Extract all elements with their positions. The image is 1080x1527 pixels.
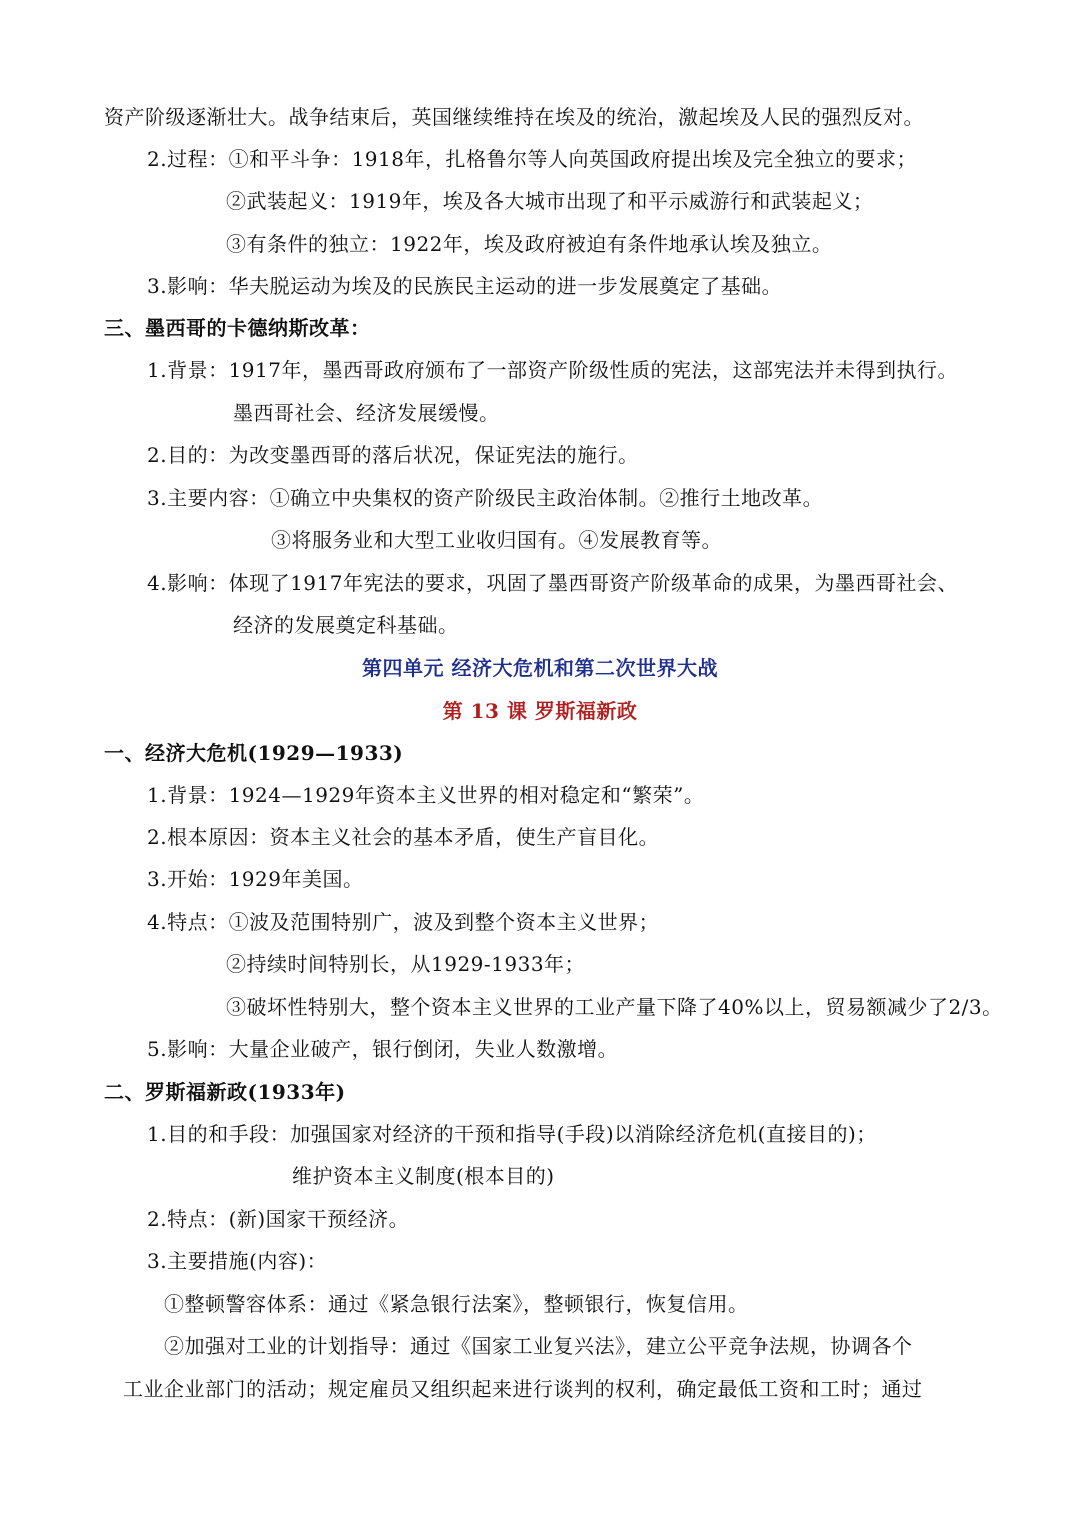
crisis-start: 3.开始：1929年美国。 bbox=[147, 867, 364, 891]
mexico-content-1: 3.主要内容：①确立中央集权的资产阶级民主政治体制。②推行土地改革。 bbox=[147, 486, 824, 510]
new-deal-heading: 二、罗斯福新政(1933年) bbox=[104, 1080, 346, 1104]
unit-title: 第四单元 经济大危机和第二次世界大战 bbox=[362, 656, 718, 680]
new-deal-measure-2a: ②加强对工业的计划指导：通过《国家工业复兴法》，建立公平竞争法规，协调各个 bbox=[164, 1334, 913, 1358]
mexico-purpose: 2.目的：为改变墨西哥的落后状况，保证宪法的施行。 bbox=[147, 443, 639, 467]
mexico-impact-1: 4.影响：体现了1917年宪法的要求，巩固了墨西哥资产阶级革命的成果，为墨西哥社会、 bbox=[147, 571, 958, 595]
egypt-process-3: ③有条件的独立：1922年，埃及政府被迫有条件地承认埃及独立。 bbox=[226, 232, 833, 256]
egypt-process-2: ②武装起义：1919年，埃及各大城市出现了和平示威游行和武装起义； bbox=[226, 189, 874, 213]
crisis-root-cause: 2.根本原因：资本主义社会的基本矛盾，使生产盲目化。 bbox=[147, 825, 660, 849]
mexico-impact-2: 经济的发展奠定科基础。 bbox=[233, 613, 459, 637]
new-deal-measure-1: ①整顿警容体系：通过《紧急银行法案》，整顿银行，恢复信用。 bbox=[164, 1292, 749, 1316]
mexico-background-1: 1.背景：1917年，墨西哥政府颁布了一部资产阶级性质的宪法，这部宪法并未得到执行。 bbox=[147, 358, 958, 382]
crisis-feature-2: ②持续时间特别长，从1929-1933年； bbox=[226, 952, 586, 976]
new-deal-goal-2: 维护资本主义制度(根本目的) bbox=[292, 1164, 555, 1188]
mexico-content-2: ③将服务业和大型工业收归国有。④发展教育等。 bbox=[271, 528, 722, 552]
new-deal-goal-1: 1.目的和手段：加强国家对经济的干预和指导(手段)以消除经济危机(直接目的)； bbox=[147, 1122, 877, 1146]
mexico-heading: 三、墨西哥的卡德纳斯改革： bbox=[104, 316, 371, 340]
new-deal-measures-heading: 3.主要措施(内容)： bbox=[147, 1249, 328, 1273]
egypt-impact: 3.影响：华夫脱运动为埃及的民族民主运动的进一步发展奠定了基础。 bbox=[147, 274, 783, 298]
new-deal-measure-2b: 工业企业部门的活动；规定雇员又组织起来进行谈判的权利，确定最低工资和工时；通过 bbox=[123, 1377, 923, 1401]
crisis-feature-3: ③破坏性特别大，整个资本主义世界的工业产量下降了40%以上，贸易额减少了2/3。 bbox=[226, 995, 1003, 1019]
crisis-impact: 5.影响：大量企业破产，银行倒闭，失业人数激增。 bbox=[147, 1037, 619, 1061]
lesson-title: 第 13 课 罗斯福新政 bbox=[442, 699, 638, 723]
mexico-background-2: 墨西哥社会、经济发展缓慢。 bbox=[233, 401, 500, 425]
egypt-background-tail: 资产阶级逐渐壮大。战争结束后，英国继续维持在埃及的统治，激起埃及人民的强烈反对。 bbox=[104, 105, 924, 129]
new-deal-feature: 2.特点：(新)国家干预经济。 bbox=[147, 1207, 410, 1231]
egypt-process-1: 2.过程：①和平斗争：1918年，扎格鲁尔等人向英国政府提出埃及完全独立的要求； bbox=[147, 147, 917, 171]
crisis-background: 1.背景：1924—1929年资本主义世界的相对稳定和“繁荣”。 bbox=[147, 783, 705, 807]
crisis-feature-1: 4.特点：①波及范围特别广，波及到整个资本主义世界； bbox=[147, 910, 660, 934]
crisis-heading: 一、经济大危机(1929—1933) bbox=[104, 741, 404, 765]
